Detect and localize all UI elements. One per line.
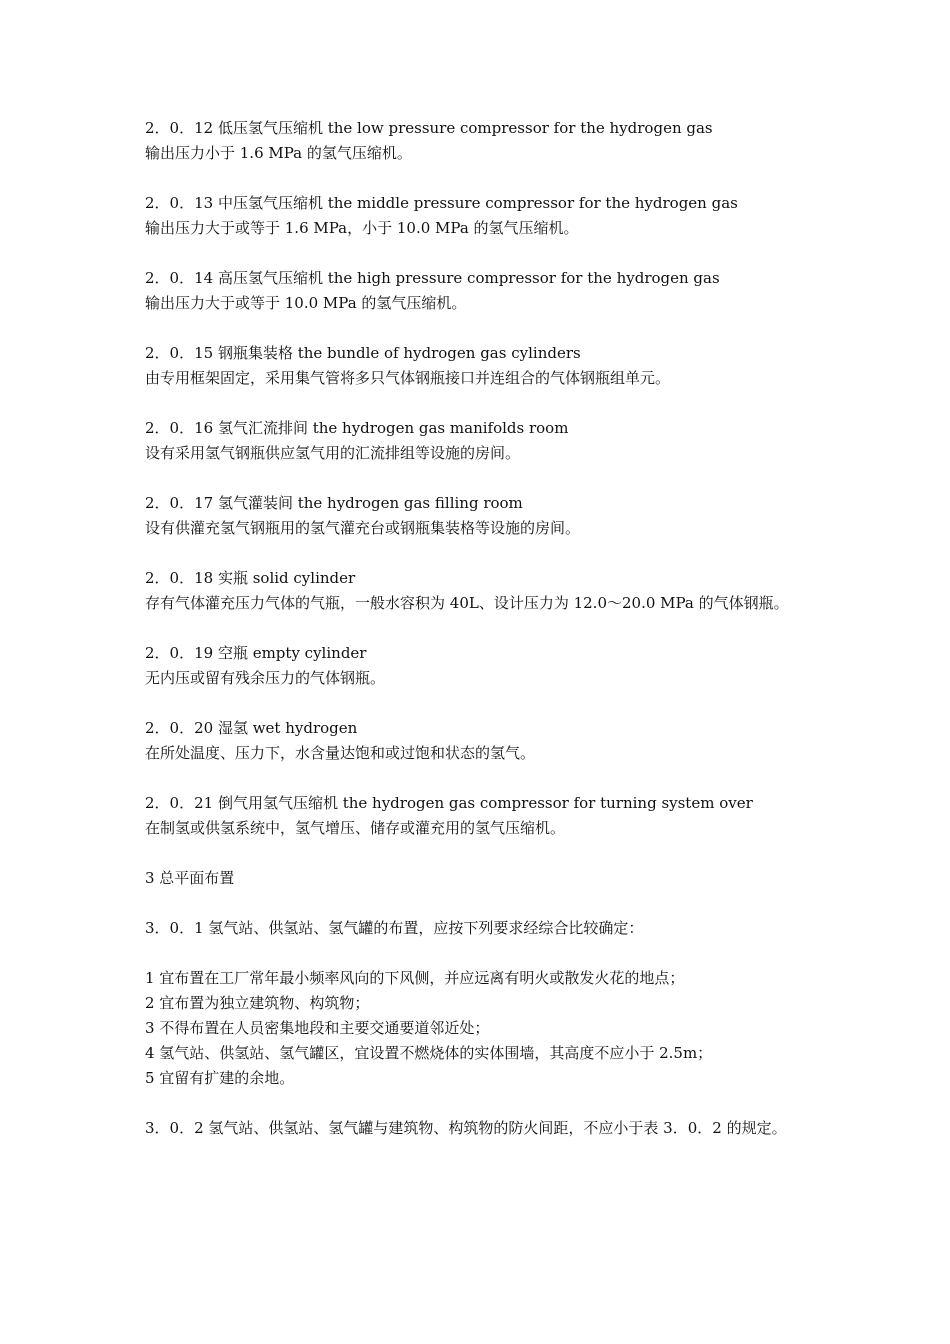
term-definition: 在制氢或供氢系统中，氢气增压、储存或灌充用的氢气压缩机。: [145, 819, 566, 837]
term-definition: 存有气体灌充压力气体的气瓶，一般水容积为 40L、设计压力为 12.0～20.0 MPa 的气体钢瓶。: [145, 594, 789, 612]
term-heading: 2．0．18 实瓶 solid cylinder: [145, 569, 356, 587]
term-definition: 在所处温度、压力下，水含量达饱和或过饱和状态的氢气。: [145, 744, 536, 762]
term-definition: 无内压或留有残余压力的气体钢瓶。: [145, 669, 386, 687]
term-2-0-18: [145, 566, 813, 616]
clause-3-0-1: 3．0．1 氢气站、供氢站、氢气罐的布置，应按下列要求经综合比较确定：: [145, 919, 644, 937]
term-definition: 输出压力小于 1.6 MPa 的氢气压缩机。: [145, 144, 412, 162]
term-2-0-20: [145, 716, 813, 766]
term-definition: 由专用框架固定，采用集气管将多只气体钢瓶接口并连组合的气体钢瓶组单元。: [145, 369, 671, 387]
term-heading: 2．0．17 氢气灌装间 the hydrogen gas filling room: [145, 494, 523, 512]
term-2-0-16: [145, 416, 813, 466]
term-heading: 2．0．13 中压氢气压缩机 the middle pressure compressor for the hydrogen gas: [145, 194, 738, 212]
term-definition: 输出压力大于或等于 1.6 MPa，小于 10.0 MPa 的氢气压缩机。: [145, 219, 579, 237]
requirement-list: [145, 966, 813, 1091]
term-heading: 2．0．16 氢气汇流排间 the hydrogen gas manifolds room: [145, 419, 569, 437]
term-definition: 输出压力大于或等于 10.0 MPa 的氢气压缩机。: [145, 294, 467, 312]
term-2-0-12: [145, 116, 813, 166]
list-item: 3 不得布置在人员密集地段和主要交通要道邻近处；: [145, 1019, 490, 1037]
clause-3-0-2: 3．0．2 氢气站、供氢站、氢气罐与建筑物、构筑物的防火间距，不应小于表 3．0．2 的规定。: [145, 1119, 787, 1137]
term-2-0-14: [145, 266, 813, 316]
term-heading: 2．0．21 倒气用氢气压缩机 the hydrogen gas compressor for turning system over: [145, 794, 753, 812]
term-heading: 2．0．14 高压氢气压缩机 the high pressure compressor for the hydrogen gas: [145, 269, 720, 287]
section-heading: 3 总平面布置: [145, 869, 235, 887]
term-2-0-19: [145, 641, 813, 691]
term-heading: 2．0．19 空瓶 empty cylinder: [145, 644, 367, 662]
term-heading: 2．0．20 湿氢 wet hydrogen: [145, 719, 358, 737]
term-2-0-15: [145, 341, 813, 391]
list-item: 2 宜布置为独立建筑物、构筑物；: [145, 994, 370, 1012]
term-2-0-21: [145, 791, 813, 841]
document-page: [145, 116, 813, 1166]
term-2-0-13: [145, 191, 813, 241]
term-definition: 设有供灌充氢气钢瓶用的氢气灌充台或钢瓶集装格等设施的房间。: [145, 519, 581, 537]
term-2-0-17: [145, 491, 813, 541]
list-item: 5 宜留有扩建的余地。: [145, 1069, 295, 1087]
list-item: 1 宜布置在工厂常年最小频率风向的下风侧，并应远离有明火或散发火花的地点；: [145, 969, 685, 987]
term-heading: 2．0．12 低压氢气压缩机 the low pressure compressor for the hydrogen gas: [145, 119, 713, 137]
term-definition: 设有采用氢气钢瓶供应氢气用的汇流排组等设施的房间。: [145, 444, 521, 462]
list-item: 4 氢气站、供氢站、氢气罐区，宜设置不燃烧体的实体围墙，其高度不应小于 2.5m；: [145, 1044, 713, 1062]
term-heading: 2．0．15 钢瓶集装格 the bundle of hydrogen gas cylinders: [145, 344, 581, 362]
